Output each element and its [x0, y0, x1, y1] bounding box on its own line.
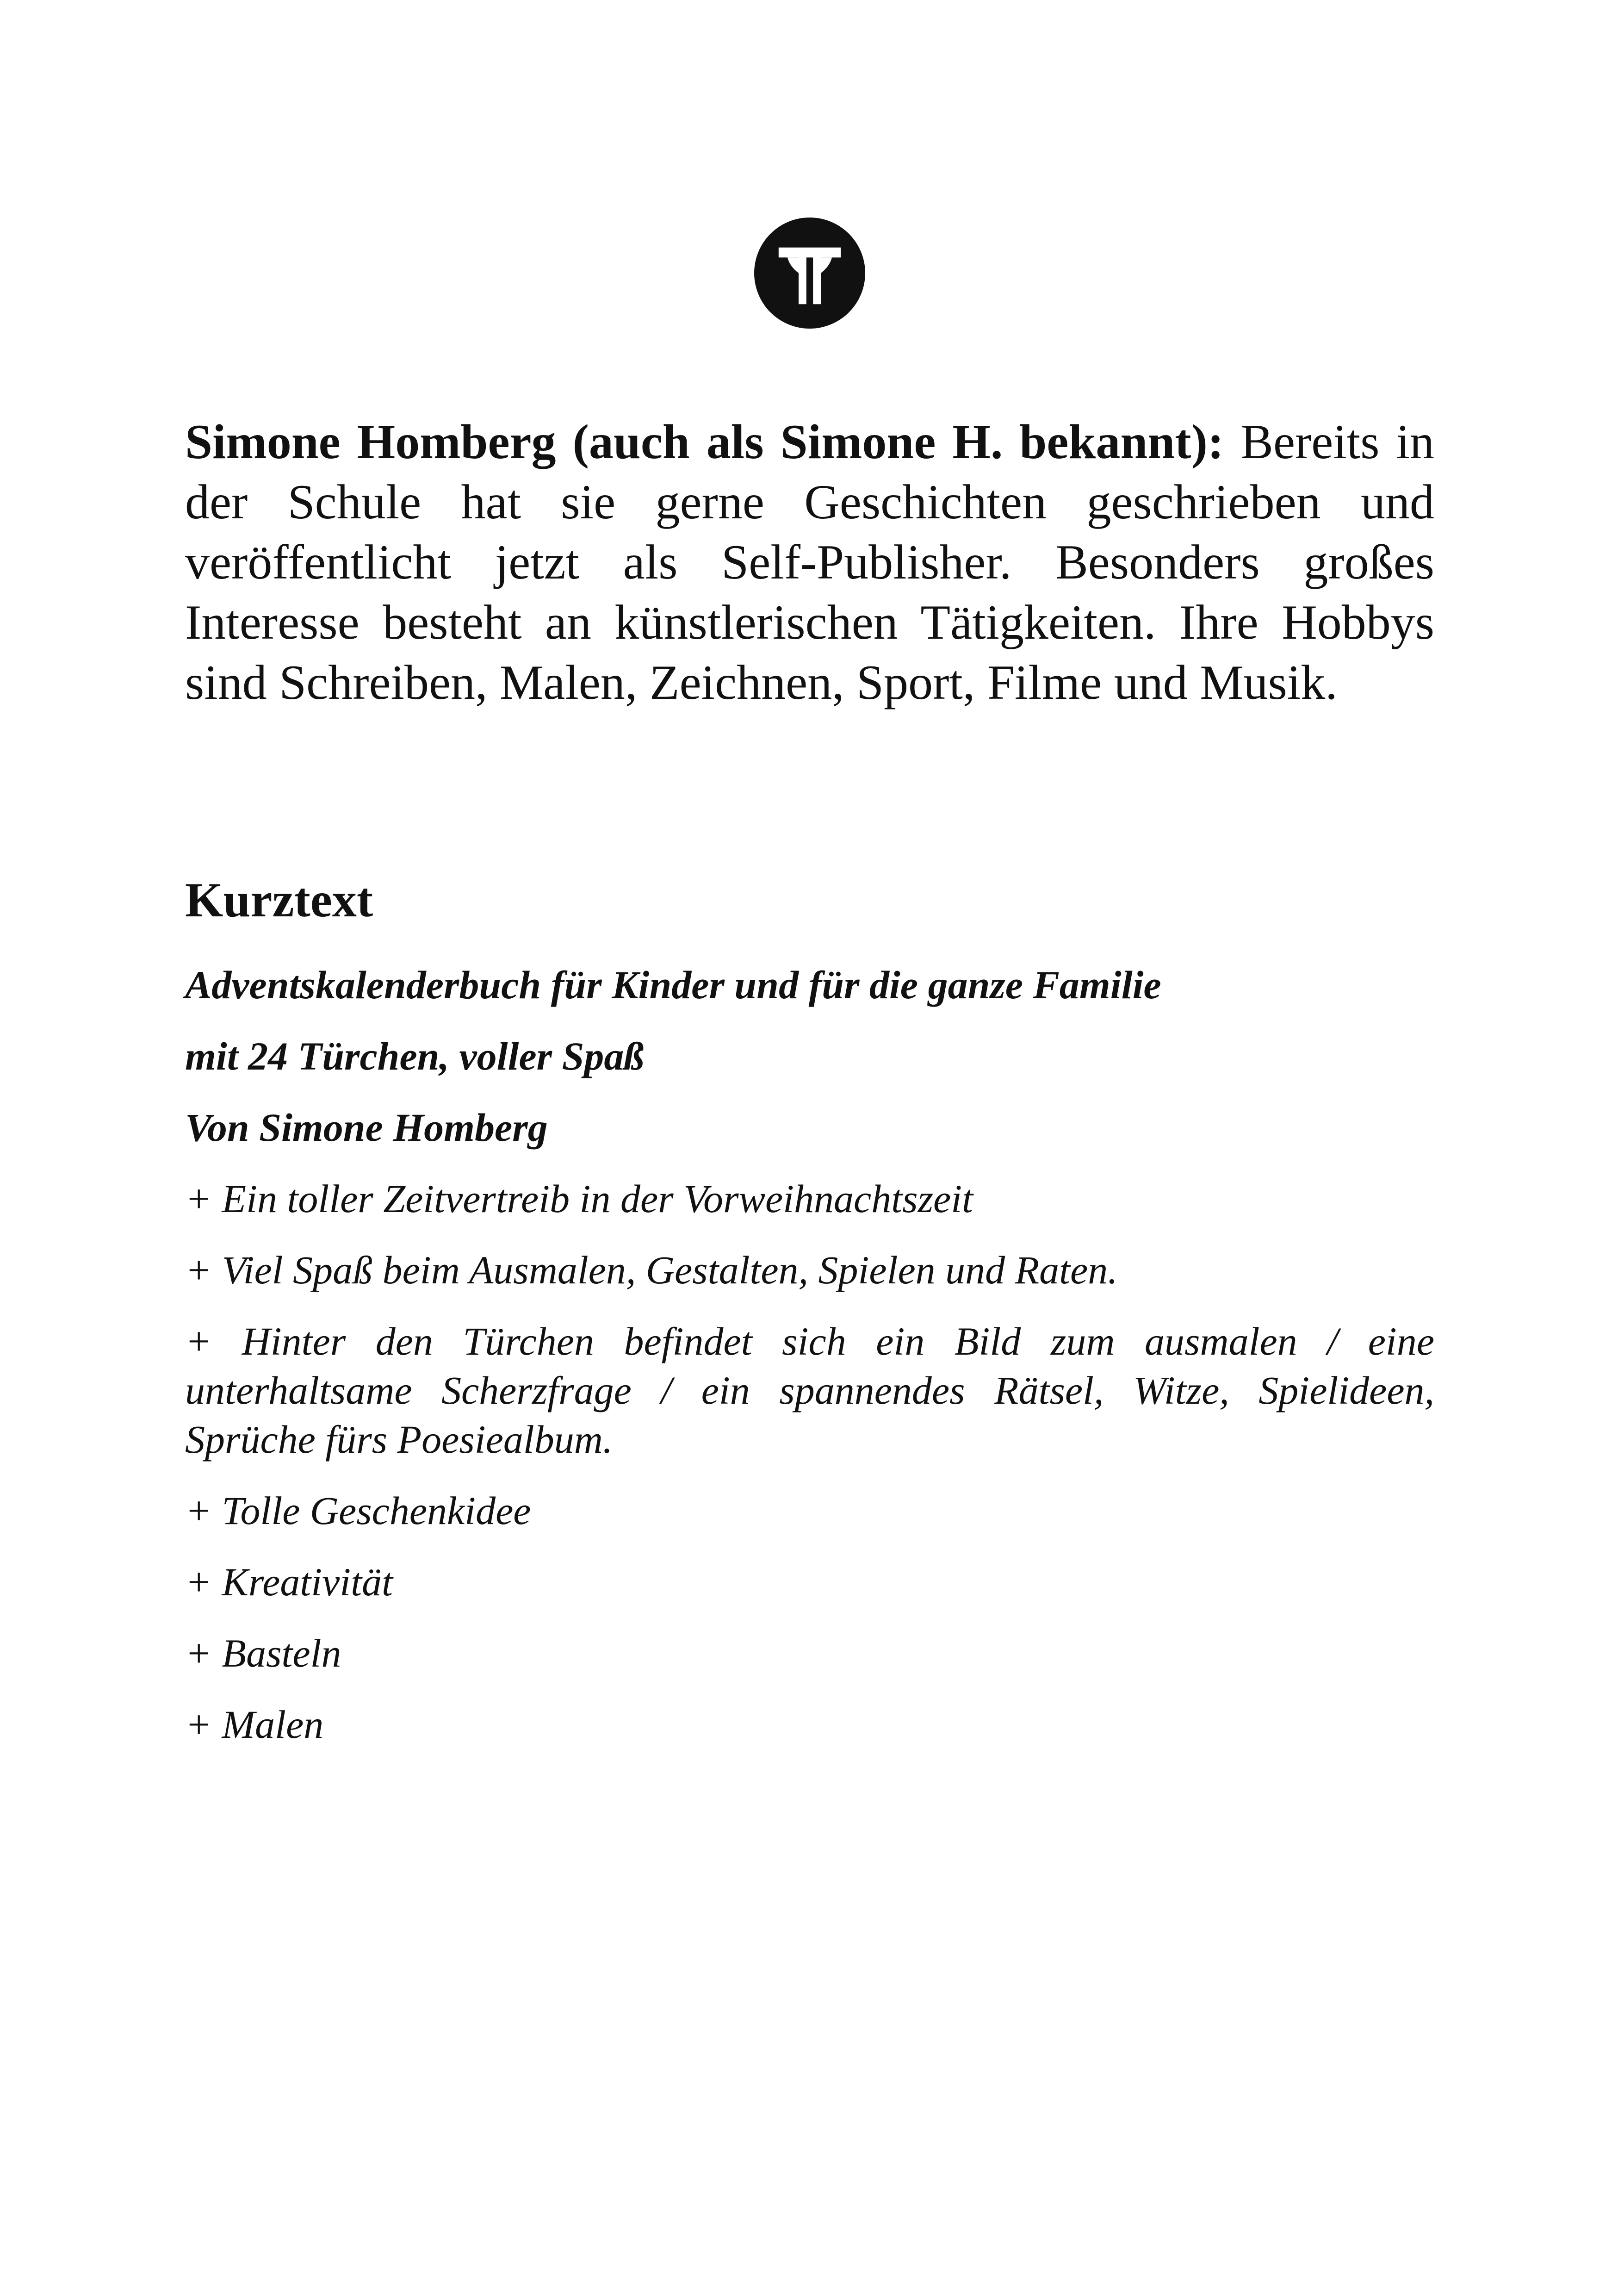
- list-item: + Ein toller Zeitvertreib in der Vorweihnachtszeit: [185, 1176, 973, 1221]
- section-title: Kurztext: [185, 873, 373, 927]
- book-subtitle: Adventskalenderbuch für Kinder und für die ganze Familie: [185, 963, 1161, 1007]
- author-bio-text: Bereits in der Schule hat sie gerne Geschichten geschrieben und veröffentlicht jetzt als Self-Publisher. Besonders großes Interesse besteht an künstlerischen Tätigkeiten. Ihre Hobbys sind Schreiben, Malen, Zeichnen, Sport, Filme und Musik.: [185, 415, 1434, 709]
- list-item: + Tolle Geschenkidee: [185, 1488, 531, 1533]
- author-bio: [185, 412, 1434, 713]
- short-text: [185, 960, 1434, 1771]
- book-author: Von Simone Homberg: [185, 1105, 548, 1150]
- list-item: + Malen: [185, 1702, 324, 1747]
- list-item: + Kreativität: [185, 1560, 393, 1604]
- list-item: + Viel Spaß beim Ausmalen, Gestalten, Spielen und Raten.: [185, 1248, 1118, 1292]
- list-item: + Basteln: [185, 1631, 341, 1675]
- book-subtitle-2: mit 24 Türchen, voller Spaß: [185, 1034, 644, 1078]
- list-item: + Hinter den Türchen befindet sich ein Bild zum ausmalen / eine unterhaltsame Scherzfrage / ein spannendes Rätsel, Witze, Spielideen, Sprüche fürs Poesiealbum.: [185, 1319, 1434, 1462]
- publisher-logo-icon: [754, 218, 865, 329]
- page-content: [185, 412, 1434, 1747]
- author-name: Simone Homberg (auch als Simone H. bekannt):: [185, 415, 1224, 469]
